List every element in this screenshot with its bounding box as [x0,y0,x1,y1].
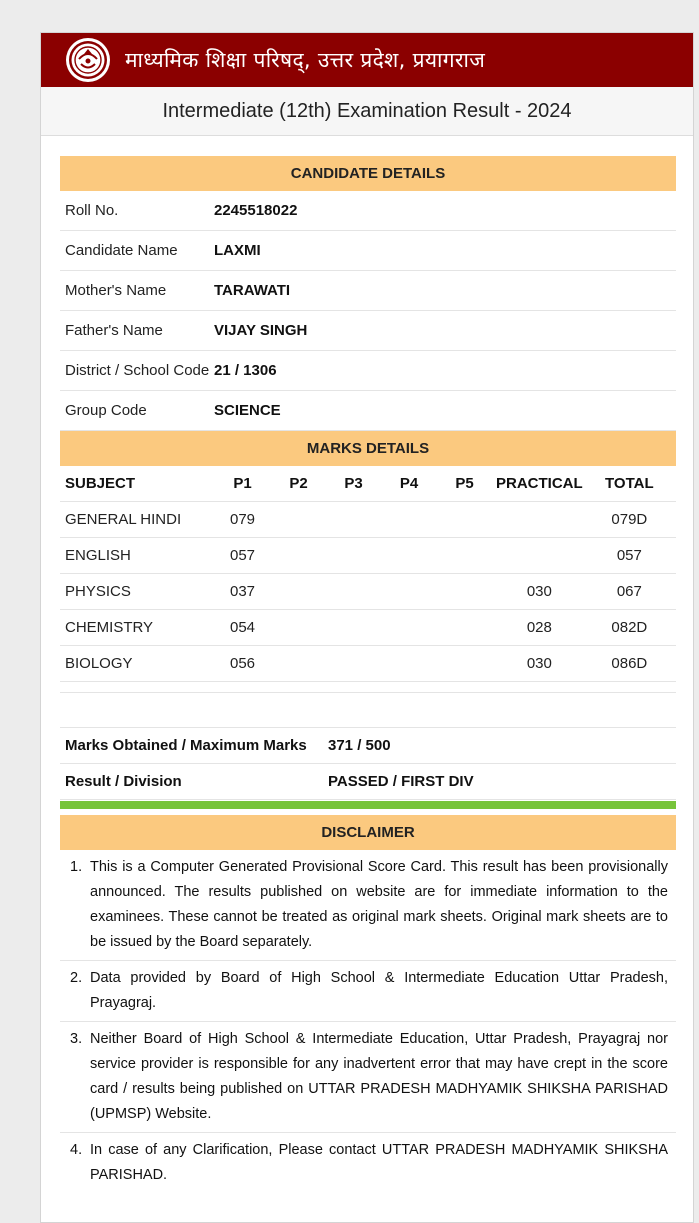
p1-cell: 079 [210,502,275,538]
column-header-total: TOTAL [583,466,676,502]
total-cell: 086D [583,646,676,682]
marks-obtained-value: 371 / 500 [328,737,391,754]
total-cell: 067 [583,574,676,610]
total-cell: 082D [583,610,676,646]
p4-cell [385,502,433,538]
result-division-label: Result / Division [65,773,182,790]
board-name: माध्यमिक शिक्षा परिषद्, उत्तर प्रदेश, प्रयागराज [125,48,486,72]
practical-cell [496,502,583,538]
p1-cell: 054 [210,610,275,646]
detail-row-roll-no [60,191,676,231]
p3-cell [322,502,385,538]
column-header-p3: P3 [322,466,385,502]
disclaimer-item [60,850,676,961]
p5-cell [433,538,496,574]
table-row [60,574,676,610]
detail-value: LAXMI [214,242,261,259]
p2-cell [275,502,322,538]
disclaimer-number: 3. [70,1031,83,1047]
disclaimer-text: Neither Board of High School & Intermediate Education, Uttar Pradesh, Prayagraj nor service provider is responsible for any inadvertent error that may have crept in the score card / results being published on UTTAR PRADESH MADHYAMIK SHIKSHA PARISHAD (UPMSP) Website. [90,1031,668,1122]
detail-value: SCIENCE [214,402,281,419]
table-row [60,502,676,538]
marks-table [60,466,676,682]
detail-row-mother-name [60,271,676,311]
header-banner [41,33,693,87]
column-header-p4: P4 [385,466,433,502]
detail-row-district-school-code [60,351,676,391]
table-row [60,646,676,682]
detail-value: TARAWATI [214,282,291,299]
detail-label: Candidate Name [65,242,178,259]
p5-cell [433,646,496,682]
result-status-bar [60,801,676,809]
disclaimer-number: 2. [70,970,83,986]
p5-cell [433,502,496,538]
table-row [60,538,676,574]
detail-row-father-name [60,311,676,351]
column-header-practical: PRACTICAL [496,466,583,502]
detail-value: 21 / 1306 [214,362,277,379]
disclaimer-text: In case of any Clarification, Please contact UTTAR PRADESH MADHYAMIK SHIKSHA PARISHAD. [90,1142,668,1183]
disclaimer-list [60,850,676,1193]
subject-cell: CHEMISTRY [60,610,210,646]
disclaimer-item [60,1133,676,1193]
p2-cell [275,574,322,610]
subject-cell: BIOLOGY [60,646,210,682]
p5-cell [433,574,496,610]
p3-cell [322,538,385,574]
marks-header-row [60,466,676,502]
p4-cell [385,610,433,646]
marks-obtained-label: Marks Obtained / Maximum Marks [65,737,307,754]
column-header-p2: P2 [275,466,322,502]
detail-label: Father's Name [65,322,163,339]
subject-cell: PHYSICS [60,574,210,610]
p5-cell [433,610,496,646]
disclaimer-text: Data provided by Board of High School & Intermediate Education Uttar Pradesh, Prayagraj. [90,970,668,1011]
detail-label: Mother's Name [65,282,167,299]
p2-cell [275,610,322,646]
detail-row-group-code [60,391,676,431]
subject-cell: GENERAL HINDI [60,502,210,538]
practical-cell: 030 [496,574,583,610]
p1-cell: 037 [210,574,275,610]
disclaimer-text: This is a Computer Generated Provisional Score Card. This result has been provisionally announced. The results published on website are for immediate information to the examinees. These cannot be treated as original mark sheets. Original mark sheets are to be issued by the Board separately. [90,859,668,950]
disclaimer-number: 1. [70,859,83,875]
p3-cell [322,646,385,682]
detail-label: Roll No. [65,202,119,219]
p4-cell [385,646,433,682]
column-header-subject: SUBJECT [60,466,210,502]
p3-cell [322,610,385,646]
column-header-p5: P5 [433,466,496,502]
total-cell: 079D [583,502,676,538]
disclaimer-item [60,961,676,1022]
p3-cell [322,574,385,610]
detail-label: District / School Code [65,362,210,379]
column-header-p1: P1 [210,466,275,502]
p2-cell [275,646,322,682]
up-government-seal-icon [65,37,111,83]
practical-cell: 028 [496,610,583,646]
result-content [60,156,676,1193]
p1-cell: 056 [210,646,275,682]
section-gap [60,693,676,728]
total-cell: 057 [583,538,676,574]
disclaimer-item [60,1022,676,1133]
disclaimer-header: DISCLAIMER [60,815,676,850]
result-division-row [60,764,676,800]
practical-cell: 030 [496,646,583,682]
p2-cell [275,538,322,574]
table-spacer [60,682,676,693]
marks-obtained-row [60,728,676,764]
p4-cell [385,538,433,574]
candidate-details [60,191,676,431]
detail-value: VIJAY SINGH [214,322,308,339]
p4-cell [385,574,433,610]
marks-details-header: MARKS DETAILS [60,431,676,466]
subject-cell: ENGLISH [60,538,210,574]
detail-value: 2245518022 [214,202,298,219]
detail-label: Group Code [65,402,147,419]
result-division-value: PASSED / FIRST DIV [328,773,474,790]
disclaimer-number: 4. [70,1142,83,1158]
detail-row-candidate-name [60,231,676,271]
exam-title: Intermediate (12th) Examination Result - 2024 [41,87,693,136]
result-card [40,32,694,1223]
practical-cell [496,538,583,574]
candidate-details-header: CANDIDATE DETAILS [60,156,676,191]
p1-cell: 057 [210,538,275,574]
table-row [60,610,676,646]
